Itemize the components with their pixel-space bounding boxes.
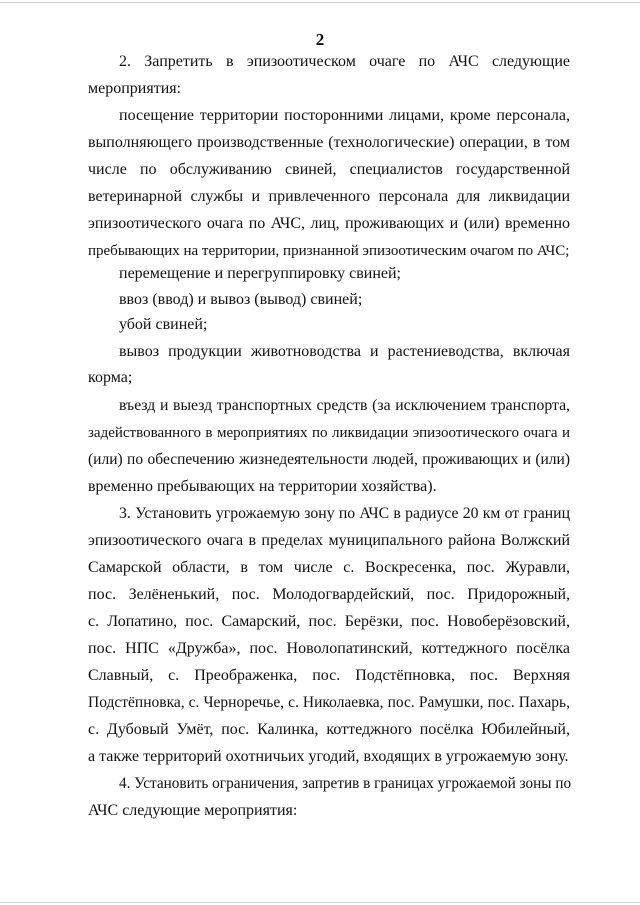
item-visit-line: числе по обслуживанию свиней, специалистов государственной xyxy=(88,161,570,178)
item-move-line: перемещение и перегруппировку свиней; xyxy=(119,265,401,282)
item-vehicles-line: задействованного в мероприятиях по ликвидации эпизоотического очага и xyxy=(88,425,570,441)
paragraph-3-line: Самарской области, в том числе с. Воскресенка, пос. Журавли, xyxy=(88,559,570,576)
paragraph-3-line: пос. Зелёненький, пос. Молодогвардейский, пос. Придорожный, xyxy=(88,586,570,603)
item-visit-line: пребывающих на территории, признанной эпизоотическим очагом по АЧС; xyxy=(88,243,570,259)
paragraph-3-line: Подстёпновка, с. Черноречье, с. Николаевка, пос. Рамушки, пос. Пахарь, xyxy=(88,694,570,711)
paragraph-2-line: мероприятия: xyxy=(88,80,182,97)
scan-bottom-edge xyxy=(0,902,640,903)
item-vehicles-line: въезд и выезд транспортных средств (за исключением транспорта, xyxy=(119,397,570,414)
item-visit-line: посещение территории посторонними лицами, кроме персонала, xyxy=(119,107,570,124)
paragraph-3-line: с. Дубовый Умёт, пос. Калинка, коттеджного посёлка Юбилейный, xyxy=(88,721,570,738)
paragraph-4-line: 4. Установить ограничения, запретив в границах угрожаемой зоны по xyxy=(119,775,572,792)
paragraph-3-line: а также территорий охотничьих угодий, входящих в угрожаемую зону. xyxy=(88,748,569,765)
item-visit-line: выполняющего производственные (технологические) операции, в том xyxy=(88,134,570,151)
paragraph-3-line: 3. Установить угрожаемую зону по АЧС в радиусе 20 км от границ xyxy=(119,505,570,522)
paragraph-2-line: 2. Запретить в эпизоотическом очаге по АЧС следующие xyxy=(119,53,570,70)
item-visit-line: эпизоотического очага по АЧС, лиц, проживающих и (или) временно xyxy=(88,215,570,232)
item-vehicles-line: (или) по обеспечению жизнедеятельности людей, проживающих и (или) xyxy=(88,451,570,468)
item-export-line: корма; xyxy=(88,369,133,386)
item-export-line: вывоз продукции животноводства и растениеводства, включая xyxy=(119,343,570,360)
item-vehicles-line: временно пребывающих на территории хозяйства). xyxy=(88,478,437,495)
item-import-line: ввоз (ввод) и вывоз (вывод) свиней; xyxy=(119,291,363,308)
page-number: 2 xyxy=(315,30,325,49)
paragraph-3-line: эпизоотического очага в пределах муниципального района Волжский xyxy=(88,532,570,549)
scan-top-edge xyxy=(0,2,640,3)
paragraph-4-line: АЧС следующие мероприятия: xyxy=(88,802,298,819)
item-visit-line: ветеринарной службы и привлеченного персонала для ликвидации xyxy=(88,188,570,205)
paragraph-3-line: пос. НПС «Дружба», пос. Новолопатинский, коттеджного посёлка xyxy=(88,640,570,657)
paragraph-3-line: с. Лопатино, пос. Самарский, пос. Берёзки, пос. Новоберёзовский, xyxy=(88,613,570,630)
paragraph-3-line: Славный, с. Преображенка, пос. Подстёпновка, пос. Верхняя xyxy=(88,667,570,684)
item-slaughter-line: убой свиней; xyxy=(119,316,208,333)
